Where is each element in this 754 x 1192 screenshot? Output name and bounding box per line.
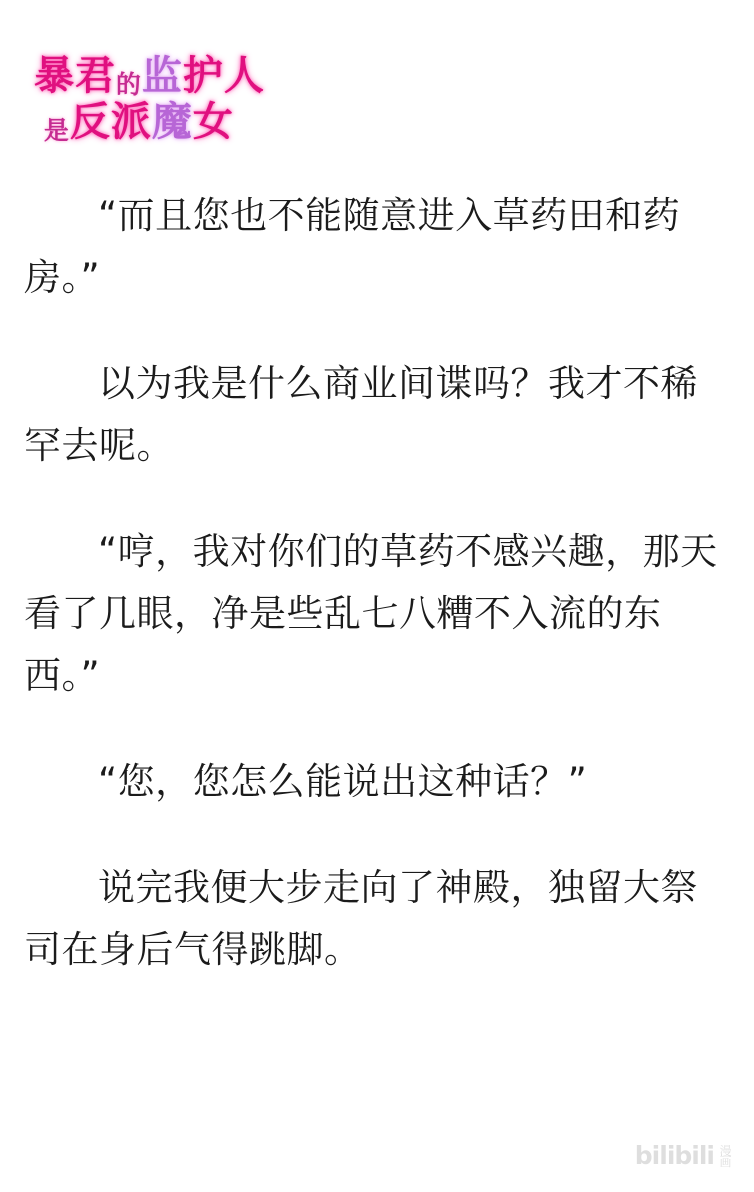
title-logo-line-2 xyxy=(44,90,234,147)
story-paragraph: 说完我便大步走向了神殿，独留大祭司在身后气得跳脚。 xyxy=(24,866,698,971)
title-logo-char: 护 xyxy=(182,53,224,98)
title-logo-char: 暴 xyxy=(34,53,75,98)
story-paragraph: “您，您怎么能说出这种话？” xyxy=(98,760,588,803)
bilibili-watermark xyxy=(635,1141,732,1170)
title-logo-char: 派 xyxy=(110,99,152,144)
title-logo-char: 魔 xyxy=(151,99,193,144)
title-logo-char: 人 xyxy=(223,53,265,98)
story-text-body xyxy=(24,185,734,1025)
story-paragraph: 以为我是什么商业间谍吗？我才不稀罕去呢。 xyxy=(24,362,698,467)
watermark-brand-text: bilibili xyxy=(634,1141,714,1170)
title-logo-char: 君 xyxy=(75,53,116,98)
series-title-logo xyxy=(34,28,284,145)
title-logo-char: 是 xyxy=(44,118,70,145)
story-paragraph: “而且您也不能随意进入草药田和药房。” xyxy=(24,194,681,299)
title-logo-char: 监 xyxy=(141,53,183,98)
title-logo-char: 反 xyxy=(69,99,111,144)
title-logo-char: 女 xyxy=(192,99,234,144)
story-paragraph: “哼，我对你们的草药不感兴趣，那天看了几眼，净是些乱七八糟不入流的东西。” xyxy=(24,530,718,697)
title-logo-char: 的 xyxy=(116,72,142,99)
watermark-cn-text: 漫画 xyxy=(719,1144,732,1169)
